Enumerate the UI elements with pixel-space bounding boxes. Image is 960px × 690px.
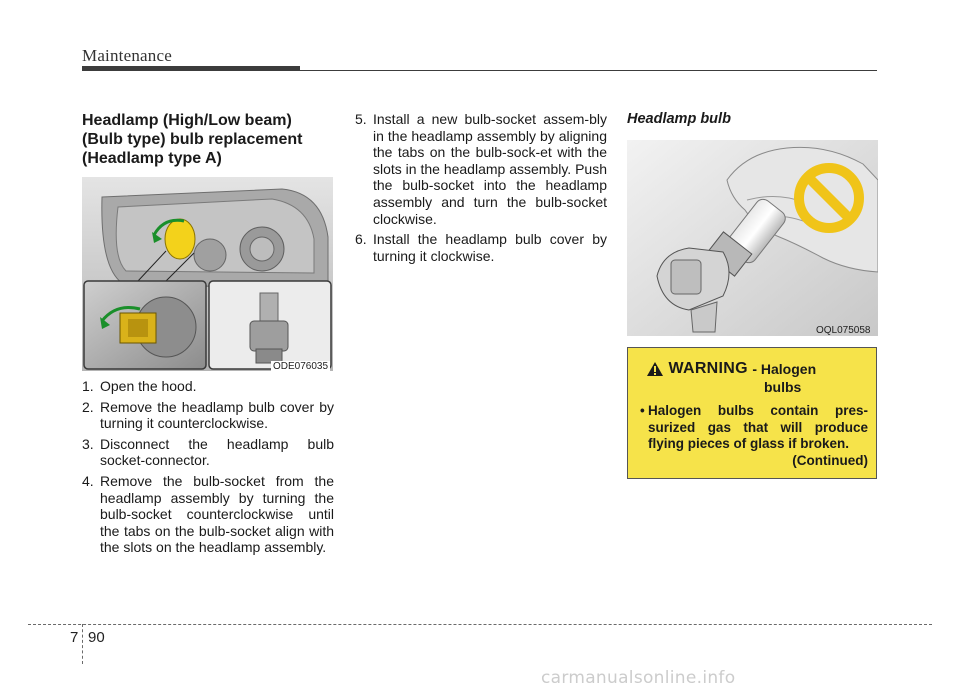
- step-text: Remove the headlamp bulb cover by turning it counterclockwise.: [100, 398, 334, 432]
- step-number: 6.: [355, 231, 367, 248]
- footer-rule: [28, 624, 932, 625]
- title-line-2: (Bulb type) bulb replacement: [82, 131, 303, 148]
- headlamp-assembly-figure: [82, 177, 333, 371]
- steps-list-continued: [355, 111, 607, 268]
- headlamp-assembly-illustration: [82, 177, 333, 371]
- title-line-3: (Headlamp type A): [82, 150, 222, 167]
- step-text: Disconnect the headlamp bulb socket-connector.: [100, 435, 334, 469]
- watermark: carmanualsonline.info: [541, 668, 736, 688]
- step-item: [82, 399, 334, 432]
- warning-subject-line-2: bulbs: [764, 379, 802, 395]
- section-header: Maintenance: [82, 46, 172, 65]
- figure-code-2: OQL075058: [816, 325, 871, 336]
- step-number: 1.: [82, 378, 94, 394]
- procedure-title: [82, 111, 342, 168]
- step-text: Install the headlamp bulb cover by turning it clockwise.: [373, 231, 607, 264]
- steps-list: [82, 378, 334, 560]
- step-text: Open the hood.: [100, 378, 197, 394]
- figure-code-1: ODE076035: [273, 361, 329, 372]
- step-number: 2.: [82, 398, 94, 415]
- page-number: 90: [88, 629, 105, 646]
- header-rule-thick: [82, 66, 300, 71]
- step-item: [82, 473, 334, 556]
- footer-divider: [82, 624, 83, 664]
- warning-body: [640, 403, 868, 453]
- warning-triangle-icon: [646, 361, 664, 377]
- warning-header: [646, 360, 866, 378]
- continued-label: (Continued): [792, 453, 868, 468]
- headlamp-bulb-figure: [627, 140, 878, 336]
- step-item: [355, 111, 607, 227]
- step-text: Remove the bulb-socket from the headlamp assembly by turning the bulb-socket counterclockwise until the tabs on the bulb-socket align with the slots on the headlamp assembly.: [100, 472, 334, 556]
- warning-word: WARNING: [668, 360, 748, 377]
- title-line-1: Headlamp (High/Low beam): [82, 112, 292, 129]
- header-rule-thin: [300, 70, 877, 71]
- step-item: [82, 378, 334, 395]
- step-item: [355, 231, 607, 264]
- warning-text: Halogen bulbs contain pres-surized gas that will produce flying pieces of glass if broken.: [648, 403, 868, 451]
- warning-subject: - Halogen: [752, 361, 817, 377]
- step-number: 5.: [355, 111, 367, 127]
- warning-box: [627, 347, 877, 479]
- chapter-number: 7: [70, 629, 79, 646]
- step-number: 4.: [82, 472, 94, 489]
- step-number: 3.: [82, 435, 94, 452]
- halogen-bulb-illustration: [627, 140, 878, 336]
- bullet-marker: •: [640, 403, 645, 418]
- step-item: [82, 436, 334, 469]
- step-text: Install a new bulb-socket assem-bly in the headlamp assembly by aligning the tabs on the bulb-sock-et with the slots in the headlamp assembly. Push the bulb-socket into the headlamp assembly and turn the bulb-socket clockwise.: [373, 111, 607, 227]
- bulb-figure-title: Headlamp bulb: [627, 111, 731, 127]
